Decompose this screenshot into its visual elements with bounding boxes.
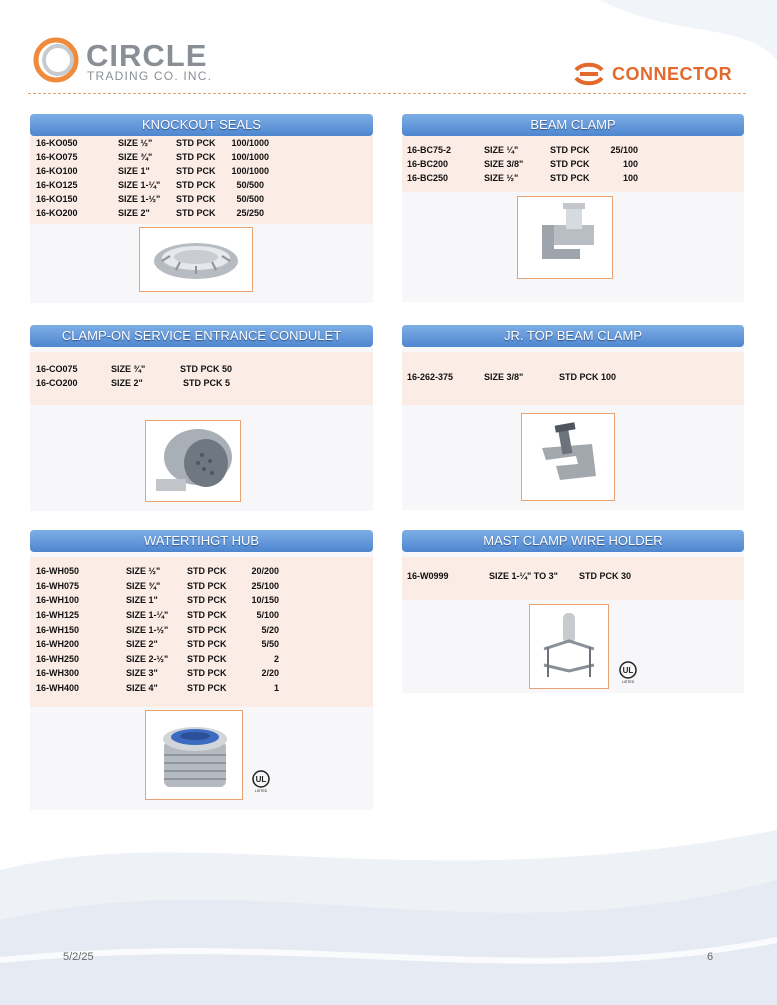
table-row bbox=[30, 378, 373, 392]
item-code: 16-WH050 bbox=[36, 566, 80, 576]
item-size: SIZE ¼" bbox=[484, 145, 519, 155]
item-code: 16-WH300 bbox=[36, 668, 80, 678]
item-std: STD PCK bbox=[187, 654, 227, 664]
page-header bbox=[0, 0, 777, 95]
item-code: 16-CO075 bbox=[36, 364, 78, 374]
table-row bbox=[30, 180, 373, 194]
item-code: 16-WH250 bbox=[36, 654, 80, 664]
item-code: 16-KO150 bbox=[36, 194, 78, 204]
item-size: SIZE 1-¼" bbox=[118, 180, 161, 190]
item-size: SIZE 3/8" bbox=[484, 159, 524, 169]
svg-text:LISTED: LISTED bbox=[621, 680, 635, 684]
item-qty: 5/50 bbox=[261, 639, 279, 649]
item-std: STD PCK bbox=[176, 194, 216, 204]
item-size: SIZE 1-½" bbox=[126, 625, 169, 635]
ul-listed-icon bbox=[249, 769, 273, 793]
item-qty: 25/100 bbox=[251, 581, 279, 591]
item-std: STD PCK bbox=[176, 180, 216, 190]
item-std: STD PCK 5 bbox=[183, 378, 231, 388]
item-std: STD PCK bbox=[176, 138, 216, 148]
item-code: 16-262-375 bbox=[407, 372, 454, 382]
footer-date: 5/2/25 bbox=[63, 951, 94, 963]
logo-subtitle: TRADING CO. INC. bbox=[87, 69, 213, 83]
item-qty: 100/1000 bbox=[231, 166, 269, 176]
item-code: 16-KO125 bbox=[36, 180, 78, 190]
mast-clamp-photo bbox=[529, 604, 609, 689]
table-row bbox=[30, 166, 373, 180]
item-qty: 1 bbox=[273, 683, 279, 693]
item-qty: 100 bbox=[622, 159, 638, 169]
section-title: WATERTIHGT HUB bbox=[30, 530, 373, 552]
item-size: SIZE 2" bbox=[111, 378, 143, 388]
item-size: SIZE 3/8" bbox=[484, 372, 524, 382]
product-table bbox=[402, 557, 744, 600]
section-watertight-hub bbox=[30, 530, 373, 810]
item-std: STD PCK bbox=[550, 173, 590, 183]
header-divider bbox=[28, 93, 746, 94]
svg-text:UL: UL bbox=[622, 666, 634, 675]
item-size: SIZE ¾" bbox=[118, 152, 153, 162]
page-number: 6 bbox=[707, 951, 714, 963]
svg-text:LISTED: LISTED bbox=[254, 789, 268, 793]
item-std: STD PCK bbox=[176, 152, 216, 162]
item-size: SIZE ½" bbox=[126, 566, 161, 576]
item-std: STD PCK bbox=[550, 159, 590, 169]
item-std: STD PCK bbox=[176, 166, 216, 176]
jr-beam-clamp-photo bbox=[521, 413, 615, 501]
table-row bbox=[30, 152, 373, 166]
item-std: STD PCK 30 bbox=[579, 571, 632, 581]
item-code: 16-CO200 bbox=[36, 378, 78, 388]
item-qty: 50/500 bbox=[236, 194, 264, 204]
section-condulet bbox=[30, 325, 373, 511]
item-code: 16-KO075 bbox=[36, 152, 78, 162]
item-qty: 100/1000 bbox=[231, 152, 269, 162]
item-size: SIZE 1-½" bbox=[118, 194, 161, 204]
item-std: STD PCK bbox=[187, 683, 227, 693]
table-row bbox=[30, 610, 373, 624]
table-row bbox=[402, 173, 744, 187]
table-row bbox=[30, 683, 373, 697]
table-row bbox=[402, 571, 744, 585]
table-row bbox=[30, 595, 373, 609]
item-qty: 2 bbox=[273, 654, 279, 664]
item-code: 16-BC200 bbox=[407, 159, 449, 169]
product-table bbox=[30, 136, 373, 224]
section-title: CLAMP-ON SERVICE ENTRANCE CONDULET bbox=[30, 325, 373, 347]
item-std: STD PCK bbox=[187, 566, 227, 576]
item-qty: 20/200 bbox=[251, 566, 279, 576]
table-row bbox=[402, 159, 744, 173]
item-std: STD PCK bbox=[187, 639, 227, 649]
item-size: SIZE ¾" bbox=[111, 364, 146, 374]
item-qty: 10/150 bbox=[251, 595, 279, 605]
item-qty: 100 bbox=[622, 173, 638, 183]
item-code: 16-WH125 bbox=[36, 610, 80, 620]
item-qty: 5/100 bbox=[256, 610, 279, 620]
table-row bbox=[30, 581, 373, 595]
item-size: SIZE 4" bbox=[126, 683, 158, 693]
connector-wordmark: CONNECTOR bbox=[612, 64, 733, 84]
item-code: 16-BC75-2 bbox=[407, 145, 452, 155]
item-size: SIZE 2" bbox=[126, 639, 158, 649]
item-std: STD PCK bbox=[187, 625, 227, 635]
table-row bbox=[30, 364, 373, 378]
item-qty: 25/100 bbox=[610, 145, 638, 155]
section-title: MAST CLAMP WIRE HOLDER bbox=[402, 530, 744, 552]
item-size: SIZE 2-½" bbox=[126, 654, 169, 664]
section-jr-beam-clamp bbox=[402, 325, 744, 510]
item-std: STD PCK bbox=[550, 145, 590, 155]
section-mast-clamp bbox=[402, 530, 744, 693]
section-beam-clamp bbox=[402, 114, 744, 302]
circle-logo-icon bbox=[32, 36, 80, 84]
product-table bbox=[30, 557, 373, 707]
product-table bbox=[402, 352, 744, 405]
product-table bbox=[30, 352, 373, 405]
beam-clamp-photo bbox=[517, 196, 613, 279]
item-std: STD PCK bbox=[187, 581, 227, 591]
table-row bbox=[30, 668, 373, 682]
connector-logo-icon bbox=[570, 61, 608, 87]
item-qty: 2/20 bbox=[261, 668, 279, 678]
condulet-photo bbox=[145, 420, 241, 502]
item-code: 16-BC250 bbox=[407, 173, 449, 183]
table-row bbox=[402, 145, 744, 159]
svg-text:UL: UL bbox=[255, 775, 267, 784]
logo-wordmark: CIRCLE bbox=[86, 38, 208, 73]
item-qty: 100/1000 bbox=[231, 138, 269, 148]
item-code: 16-WH100 bbox=[36, 595, 80, 605]
item-code: 16-KO050 bbox=[36, 138, 78, 148]
item-size: SIZE 1-¼" bbox=[126, 610, 169, 620]
item-code: 16-WH200 bbox=[36, 639, 80, 649]
table-row bbox=[30, 194, 373, 208]
item-std: STD PCK 100 bbox=[559, 372, 617, 382]
item-size: SIZE 1" bbox=[118, 166, 150, 176]
item-size: SIZE ½" bbox=[484, 173, 519, 183]
item-size: SIZE 3" bbox=[126, 668, 158, 678]
item-code: 16-W0999 bbox=[407, 571, 449, 581]
section-title: KNOCKOUT SEALS bbox=[30, 114, 373, 136]
table-row bbox=[30, 208, 373, 222]
section-title: JR. TOP BEAM CLAMP bbox=[402, 325, 744, 347]
table-row bbox=[30, 566, 373, 580]
item-size: SIZE 1-¼" TO 3" bbox=[489, 571, 558, 581]
table-row bbox=[30, 654, 373, 668]
section-title: BEAM CLAMP bbox=[402, 114, 744, 136]
item-std: STD PCK bbox=[176, 208, 216, 218]
item-code: 16-KO200 bbox=[36, 208, 78, 218]
table-row bbox=[30, 138, 373, 152]
item-code: 16-WH150 bbox=[36, 625, 80, 635]
item-qty: 5/20 bbox=[261, 625, 279, 635]
item-size: SIZE 1" bbox=[126, 595, 158, 605]
ul-listed-icon bbox=[616, 660, 640, 684]
item-std: STD PCK 50 bbox=[180, 364, 233, 374]
product-table bbox=[402, 136, 744, 192]
table-row bbox=[30, 625, 373, 639]
item-size: SIZE ¾" bbox=[126, 581, 161, 591]
watertight-hub-photo bbox=[145, 710, 243, 800]
item-std: STD PCK bbox=[187, 668, 227, 678]
section-knockout-seals bbox=[30, 114, 373, 303]
item-std: STD PCK bbox=[187, 610, 227, 620]
table-row bbox=[402, 372, 744, 386]
item-code: 16-KO100 bbox=[36, 166, 78, 176]
knockout-seal-photo bbox=[139, 227, 253, 292]
item-code: 16-WH400 bbox=[36, 683, 80, 693]
item-std: STD PCK bbox=[187, 595, 227, 605]
item-qty: 25/250 bbox=[236, 208, 264, 218]
item-size: SIZE ½" bbox=[118, 138, 153, 148]
item-qty: 50/500 bbox=[236, 180, 264, 190]
item-size: SIZE 2" bbox=[118, 208, 150, 218]
table-row bbox=[30, 639, 373, 653]
item-code: 16-WH075 bbox=[36, 581, 80, 591]
